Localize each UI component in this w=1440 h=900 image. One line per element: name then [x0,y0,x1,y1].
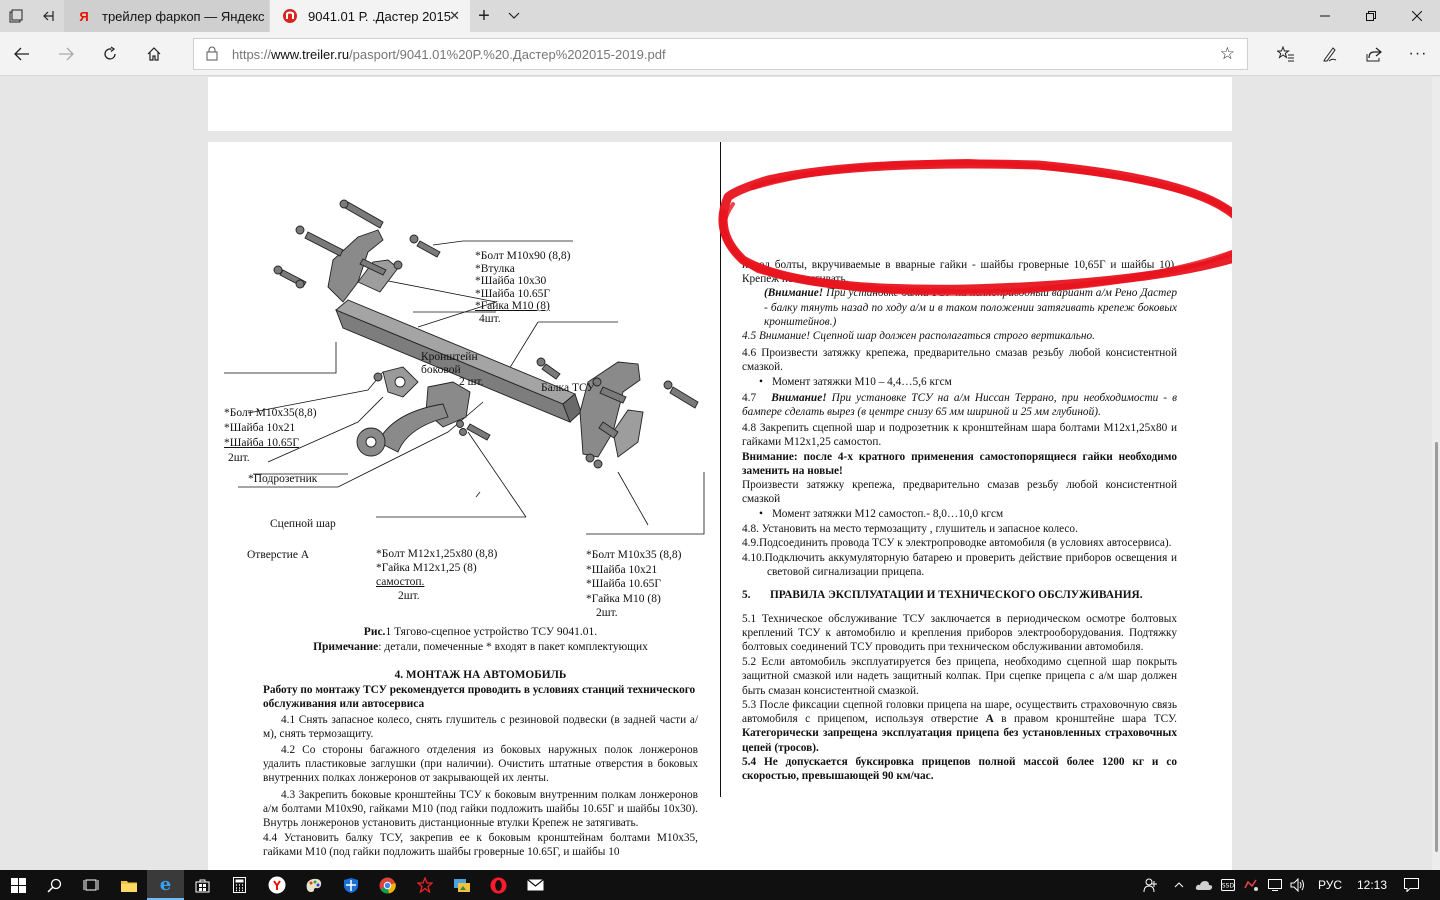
mail-icon[interactable] [517,870,554,900]
figure-note: Примечание: детали, помеченные * входят в пакет комплектующих [313,641,648,653]
photos-app-icon[interactable] [443,870,480,900]
opera-icon[interactable] [480,870,517,900]
tab-preview-chevron-icon[interactable] [498,0,530,32]
paragraph-4-8-tightening: Произвести затяжку крепежа, предварительно смазав резьбу любой консистентной смазкой [742,479,1177,506]
calculator-icon[interactable] [221,870,258,900]
paragraph-4-6: 4.6 Произвести затяжку крепежа, предварительно смазав резьбу любой консистентной смазкой. [742,347,1177,374]
notifications-icon[interactable] [1398,870,1424,900]
edge-browser-icon[interactable]: e [147,870,184,900]
label-socket-bracket: *Подрозетник [248,473,318,485]
label-mid-bolts: *Болт М12х1,25х80 (8,8) *Гайка М12х1,25 (8) самостоп. 2шт. [376,548,498,602]
restore-icon[interactable] [1348,0,1394,32]
close-window-icon[interactable] [1394,0,1440,32]
paragraph-4-8: 4.8 Закрепить сцепной шар и подрозетник к кронштейнам шара болтами М12х1,25х80 и гайками М12х1,25 самостоп. [742,422,1177,449]
paragraph-4-3: 4.3 Закрепить боковые кронштейны ТСУ к боковым внутренним полкам лонжеронов а/м болтами М10х90, гайками М10 (под гайки подложить шайбы 10.65Г и шайбы 10х30). Внутрь лонжеронов установить дистанционные втулки Крепеж не затягивать. [263,788,698,830]
search-icon[interactable] [36,870,73,900]
paragraph-4-4-continued: и под болты, вкручиваемые в вварные гайки - шайбы гроверные 10,65Г и шайбы 10). Крепеж не затягивать. [742,259,1177,286]
forward-icon[interactable] [50,38,82,70]
yandex-browser-icon[interactable] [258,870,295,900]
security-shield-icon[interactable] [332,870,369,900]
label-side-bracket: Кронштейн боковой 2 шт. [421,351,484,388]
label-hole-a: Отверстие А [247,549,310,561]
paragraph-4-9: 4.9.Подсоединить провода ТСУ к электропроводке автомобиля (в условиях автосервиса). [742,536,1172,549]
pen-notes-icon[interactable] [1314,38,1346,70]
paragraph-4-8-reinstall: 4.8. Установить на место термозащиту , глушитель и запасное колесо. [742,522,1078,535]
column-divider [720,142,721,797]
favorites-list-icon[interactable] [1270,38,1302,70]
back-icon[interactable] [6,38,38,70]
favorite-star-icon[interactable]: ☆ [1219,44,1235,63]
windows-start-icon[interactable] [0,870,36,900]
label-top-bolts: *Болт М10х90 (8,8) *Втулка *Шайба 10х30 *Шайба 10.65Г *Гайка М10 (8) 4шт. [475,250,571,325]
navigation-bar [0,32,1440,76]
clock[interactable]: 12:13 [1356,878,1388,892]
chrome-icon[interactable] [369,870,406,900]
onedrive-cloud-icon[interactable] [1192,870,1216,900]
windows-taskbar [0,870,1440,900]
minimize-icon[interactable] [1302,0,1348,32]
paragraph-4-1: 4.1 Снять запасное колесо, снять глушитель с резиновой подвески (в задней части а/м), снять термозащиту. [263,713,698,740]
warning-4wd: (Внимание! При установке балки ТСУ на полноприводный вариант а/м Рено Дастер - балку тянуть назад по ходу а/м и в таком положении затягивать крепеж боковых кронштейнов.) [764,287,1177,328]
section-4-intro: Работу по монтажу ТСУ рекомендуется проводить в условиях станций технического обслуживания или автосервиса [263,684,696,711]
action-center-small-icon[interactable] [1264,870,1286,900]
svg-text:SSD: SSD [1221,882,1235,890]
url-text: https://www.treiler.ru/pasport/9041.01%20P.%20.Дастер%202015-2019.pdf [232,47,666,62]
paragraph-4-7: 4.7 Внимание! При установке ТСУ на а/м Ниссан Террано, при необходимости - в бампере сделать вырез (в центре снизу 65 мм шириной и 25 мм глубиной). [742,391,1177,419]
red-star-app-icon[interactable] [406,870,443,900]
tab-actions-icon[interactable] [0,0,32,32]
paragraph-5-4: 5.4 Не допускается буксировка прицепов полной массой более 1200 кг и со скоростью, превышающей 90 км/час. [742,755,1177,782]
task-view-icon[interactable] [72,870,109,900]
people-icon[interactable] [1138,870,1164,900]
keyboard-indicator-icon[interactable] [1217,870,1239,900]
store-icon[interactable] [184,870,221,900]
app-tray-icon[interactable] [1240,870,1262,900]
pdf-page-previous [208,77,1232,131]
tab-title: трейлер фаркоп — Яндекс [102,8,265,24]
paragraph-4-10: 4.10.Подключить аккумуляторную батарею и проверить действие приборов освещения и световой сигнализации прицепа. [742,552,1177,579]
left-column [263,668,698,860]
right-column [742,258,1177,783]
paragraph-5-1: 5.1 Техническое обслуживание ТСУ заключается в периодическом осмотре болтовых креплений ТСУ к автомобилю и крепления приборов электрооборудования. Подтяжку болтовых соединений ТСУ проводить при техническом обслуживании автомобиля. [742,612,1177,654]
show-hidden-icons-icon[interactable] [1168,870,1190,900]
paragraph-4-4: 4.4 Установить балку ТСУ, закрепив ее к боковым кронштейнам болтами М10х35, гайками М10 (под гайки подложить шайбы гроверные 10.65Г, и шайбы 10 [263,832,698,859]
pdf-viewport[interactable] [0,77,1440,870]
pdf-icon [282,8,298,24]
label-tow-ball: Сцепной шар [270,518,336,530]
section-4-heading: 4. МОНТАЖ НА АВТОМОБИЛЬ [394,669,567,681]
paragraph-4-2: 4.2 Со стороны багажного отделения из боковых наружных полок лонжеронов удалить пластиковые заглушки (при наличии). Очистить штатные отверстия в боковых внутренних полках лонжеронов от закрывающей их ленты. [263,744,698,785]
label-beam: Балка ТСУ [541,382,595,394]
close-tab-icon[interactable]: ✕ [449,8,460,23]
new-tab-icon[interactable]: + [478,4,490,27]
paragraph-5-2: 5.2 Если автомобиль эксплуатируется без прицепа, необходимо сцепной шар покрыть защитной смазкой или надеть защитный колпак. При сцепке прицепа с а/м шар должен быть смазан консистентной смазкой. [742,656,1177,697]
tab-bar [0,0,1440,32]
paragraph-5-3: 5.3 После фиксации сцепной головки прицепа на шаре, осуществить страховочную связь автомобиля с прицепом, используя отверстие А в правом кронштейне шара ТСУ. Категорически запрещена эксплуатация прицепа без установленных страховочных цепей (тросов). [742,698,1177,754]
label-right-bolts: *Болт М10х35 (8,8) *Шайба 10х21 *Шайба 10.65Г *Гайка М10 (8) 2шт. [586,549,682,619]
input-language[interactable]: РУС [1317,878,1343,892]
more-options-icon[interactable]: ··· [1408,45,1428,62]
share-icon[interactable] [1358,38,1390,70]
home-icon[interactable] [138,38,170,70]
label-left-bolts: *Болт М10х35(8,8) *Шайба 10х21 *Шайба 10.65Г 2шт. [224,407,317,464]
tab-pdf[interactable] [270,0,470,32]
paragraph-4-5: 4.5 Внимание! Сцепной шар должен располагаться строго вертикально. [742,330,1095,343]
torque-m12: • Момент затяжки М12 самостоп.- 8,0…10,0 кгсм [742,507,1177,521]
volume-icon[interactable] [1287,870,1309,900]
figure-caption: Рис.1 Тягово-сцепное устройство ТСУ 9041.01. [363,626,598,638]
vertical-scrollbar[interactable] [1432,77,1440,870]
yandex-icon: Я [79,8,89,24]
tab-yandex[interactable] [64,0,269,32]
warning-self-locking-nuts: Внимание: после 4-х кратного применения самостопорящиеся гайки необходимо заменить на новые! [742,450,1177,477]
scrollbar-thumb[interactable] [1435,442,1438,852]
set-tabs-aside-icon[interactable] [32,0,64,32]
paint-app-icon[interactable] [295,870,332,900]
file-explorer-icon[interactable] [110,870,147,900]
torque-m10: • Момент затяжки М10 – 4,4…5,6 кгсм [742,375,1177,389]
tab-title: 9041.01 Р. .Дастер 2015 [308,8,451,24]
address-bar[interactable] [193,38,1248,70]
lock-icon [206,46,222,62]
pdf-page [208,142,1232,870]
refresh-icon[interactable] [94,38,126,70]
section-5-heading: 5. ПРАВИЛА ЭКСПЛУАТАЦИИ И ТЕХНИЧЕСКОГО ОБСЛУЖИВАНИЯ. [742,589,1143,602]
